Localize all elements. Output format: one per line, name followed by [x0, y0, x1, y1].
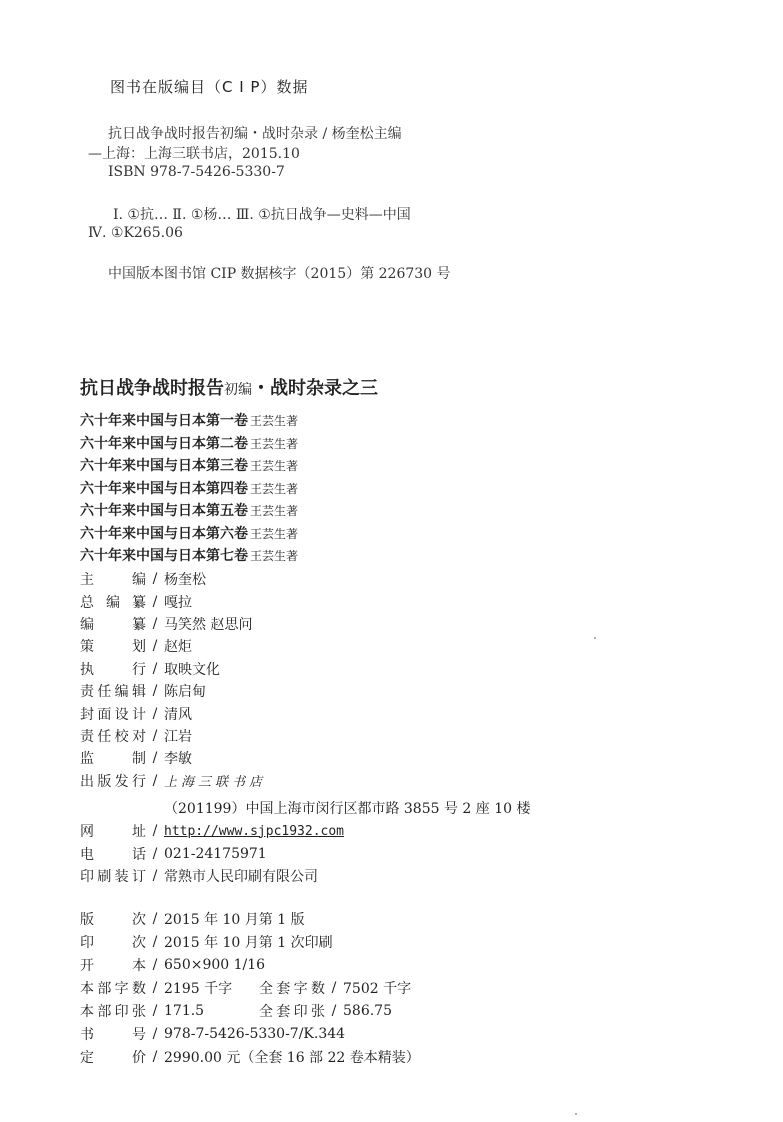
pub-value: 2015 年 10 月第 1 次印刷	[164, 934, 333, 951]
separator: /	[331, 979, 337, 996]
label-char: 印	[293, 1003, 308, 1020]
label-char: 校	[114, 728, 129, 745]
publisher-address: （201199）中国上海市闵行区都市路 3855 号 2 座 10 楼	[164, 801, 531, 817]
cip-record-number: 中国版本图书馆 CIP 数据核字（2015）第 226730 号	[108, 266, 451, 282]
label-char: 话	[132, 846, 146, 863]
pub-value: 2015 年 10 月第 1 版	[164, 911, 305, 928]
label-char: 电	[80, 846, 94, 863]
credit-value: 赵炬	[164, 639, 192, 656]
label-char: 监	[80, 751, 94, 768]
label-char: 编	[80, 616, 94, 633]
separator: /	[152, 571, 158, 588]
separator: /	[152, 593, 158, 610]
pub-value: 978-7-5426-5330-7/K.344	[164, 1025, 346, 1042]
pub-label	[80, 1024, 146, 1044]
label-char: 次	[132, 934, 146, 951]
separator: /	[152, 845, 158, 862]
label-char: 价	[132, 1049, 146, 1066]
scan-speck	[575, 1113, 577, 1115]
pub-row	[80, 953, 420, 976]
volume-author: 王芸生著	[250, 481, 299, 496]
separator: /	[152, 615, 158, 632]
volume-item	[80, 500, 298, 523]
label-char: 部	[97, 1003, 112, 1020]
printer-name: 常熟市人民印刷有限公司	[164, 868, 318, 885]
label-char: 套	[276, 980, 291, 997]
pub-row	[80, 999, 420, 1022]
cip-book-line: 抗日战争战时报告初编・战时杂录 / 杨奎松主编	[108, 126, 402, 142]
credit-label	[80, 614, 146, 634]
label-char: 主	[80, 572, 94, 589]
contact-label	[80, 844, 146, 864]
credit-label	[80, 659, 146, 679]
volume-author: 王芸生著	[250, 526, 299, 541]
volume-item	[80, 433, 298, 456]
pub-label-2	[259, 1001, 325, 1021]
volume-author: 王芸生著	[250, 504, 299, 518]
label-char: 印	[80, 934, 94, 951]
label-char: 本	[80, 980, 94, 997]
credit-value: 马笑然 赵思问	[164, 616, 253, 633]
contact-list	[80, 820, 344, 887]
label-char: 订	[131, 868, 146, 885]
credit-row	[80, 680, 266, 702]
publisher-logo-text: 上海三联书店	[164, 775, 267, 791]
volume-author: 王芸生著	[250, 459, 299, 473]
label-char: 址	[132, 824, 146, 841]
label-char: 设	[114, 706, 129, 723]
label-char: 纂	[132, 594, 146, 611]
label-char: 责	[80, 684, 94, 701]
credit-label	[80, 569, 146, 589]
volume-item	[80, 455, 298, 478]
credit-value: 取映文化	[164, 661, 220, 678]
contact-row	[80, 842, 344, 864]
label-char: 划	[132, 639, 146, 656]
label-char: 字	[293, 980, 308, 997]
label-char: 开	[80, 957, 94, 974]
series-title	[80, 374, 378, 400]
credit-row	[80, 635, 266, 657]
cip-isbn: ISBN 978-7-5426-5330-7	[108, 164, 285, 180]
credit-value: 杨奎松	[164, 572, 206, 589]
label-char: 定	[80, 1049, 94, 1066]
volume-author: 王芸生著	[250, 549, 299, 563]
separator: /	[152, 1048, 158, 1065]
volume-title: 六十年来中国与日本第七卷	[80, 548, 248, 564]
separator: /	[152, 727, 158, 744]
label-char: 套	[276, 1003, 291, 1020]
credit-row	[80, 702, 266, 724]
credit-value: 嘎拉	[164, 594, 192, 611]
label-char: 封	[80, 706, 94, 723]
label-char: 版	[80, 911, 94, 928]
label-char: 号	[132, 1026, 146, 1043]
pub-value-2: 586.75	[343, 1002, 392, 1019]
volume-title: 六十年来中国与日本第五卷	[80, 503, 248, 519]
series-title-rest: ・战时杂录之三	[252, 378, 378, 399]
separator: /	[152, 1002, 158, 1019]
label-char: 出	[80, 773, 94, 790]
pub-row	[80, 930, 420, 953]
volume-item	[80, 478, 298, 501]
volume-item	[80, 545, 298, 568]
credit-row	[80, 590, 266, 612]
label-char: 计	[131, 706, 146, 723]
separator: /	[152, 956, 158, 973]
pub-label	[80, 932, 146, 952]
separator: /	[152, 867, 158, 884]
separator: /	[152, 933, 158, 950]
label-char: 次	[132, 911, 146, 928]
credit-label	[80, 771, 146, 791]
contact-row	[80, 865, 344, 887]
pub-value: 650×900 1/16	[164, 956, 266, 973]
credit-value: 清风	[164, 706, 192, 723]
separator: /	[152, 660, 158, 677]
pub-row	[80, 976, 420, 999]
pub-label	[80, 1001, 146, 1021]
label-char: 数	[310, 980, 325, 997]
pub-value: 2990.00 元（全套 16 部 22 卷本精装）	[164, 1049, 420, 1066]
credit-label	[80, 681, 146, 701]
label-char: 任	[97, 728, 112, 745]
label-char: 总	[80, 594, 94, 611]
label-char: 版	[97, 773, 112, 790]
label-char: 数	[131, 980, 146, 997]
credit-row	[80, 658, 266, 680]
credit-row	[80, 747, 266, 769]
label-char: 发	[114, 773, 129, 790]
label-char: 行	[131, 773, 146, 790]
contact-label	[80, 866, 146, 886]
volume-title: 六十年来中国与日本第三卷	[80, 458, 248, 474]
cip-classification-code: Ⅳ. ①K265.06	[88, 225, 183, 241]
publication-info	[80, 907, 420, 1068]
credit-label	[80, 726, 146, 746]
volume-item	[80, 410, 298, 433]
label-char: 全	[259, 980, 273, 997]
label-char: 书	[80, 1026, 94, 1043]
credit-value: 李敏	[164, 751, 192, 768]
series-title-main: 抗日战争战时报告	[80, 378, 224, 399]
label-char: 制	[132, 751, 146, 768]
label-char: 本	[80, 1003, 94, 1020]
label-char: 编	[114, 684, 129, 701]
label-char: 责	[80, 728, 94, 745]
label-char: 网	[80, 824, 94, 841]
pub-row	[80, 1045, 420, 1068]
cip-title: 图书在版编目（C I P）数据	[110, 78, 309, 96]
separator: /	[152, 1025, 158, 1042]
pub-row	[80, 1022, 420, 1045]
label-char: 面	[97, 706, 112, 723]
label-char: 印	[80, 868, 94, 885]
label-char: 编	[132, 572, 146, 589]
volume-title: 六十年来中国与日本第六卷	[80, 525, 248, 542]
credit-row	[80, 725, 266, 747]
separator: /	[331, 1002, 337, 1019]
label-char: 全	[259, 1003, 273, 1020]
separator: /	[152, 683, 158, 700]
credit-row	[80, 568, 266, 590]
label-char: 印	[114, 1003, 129, 1020]
pub-label-2	[259, 978, 325, 998]
credit-value: 江岩	[164, 728, 192, 745]
pub-row	[80, 907, 420, 930]
pub-label	[80, 955, 146, 975]
label-char: 本	[132, 957, 146, 974]
credit-label	[80, 748, 146, 768]
credit-value: 陈启甸	[164, 684, 206, 701]
volume-title: 六十年来中国与日本第一卷	[80, 413, 248, 429]
separator: /	[152, 979, 158, 996]
credits-list	[80, 568, 266, 792]
volume-title: 六十年来中国与日本第四卷	[80, 480, 248, 497]
separator: /	[152, 772, 158, 789]
credit-label	[80, 636, 146, 656]
credit-label	[80, 704, 146, 724]
volume-item	[80, 523, 298, 546]
label-char: 装	[114, 868, 129, 885]
label-char: 策	[80, 639, 94, 656]
pub-value: 171.5	[164, 1002, 205, 1019]
pub-label	[80, 909, 146, 929]
label-char: 对	[131, 728, 146, 745]
label-char: 部	[97, 980, 112, 997]
pub-value: 2195 千字	[164, 980, 233, 997]
separator: /	[152, 638, 158, 655]
series-title-sub: 初编	[224, 382, 252, 398]
credit-row	[80, 613, 266, 635]
label-char: 纂	[132, 616, 146, 633]
label-char: 张	[131, 1003, 146, 1020]
cip-publisher-line: —上海：上海三联书店，2015.10	[88, 146, 300, 162]
phone-number: 021-24175971	[164, 845, 267, 862]
separator: /	[152, 823, 158, 840]
credit-row	[80, 770, 266, 792]
label-char: 辑	[131, 684, 146, 701]
volume-author: 王芸生著	[250, 436, 299, 451]
pub-label	[80, 1047, 146, 1067]
label-char: 执	[80, 661, 94, 678]
pub-value-2: 7502 千字	[343, 980, 412, 997]
label-char: 刷	[97, 868, 112, 885]
credit-label	[80, 592, 146, 612]
website-link[interactable]: http://www.sjpc1932.com	[164, 823, 345, 839]
separator: /	[152, 910, 158, 927]
contact-row	[80, 820, 344, 842]
volume-list	[80, 410, 298, 568]
scan-speck	[594, 637, 596, 639]
volume-author: 王芸生著	[250, 414, 299, 428]
cip-classification: Ⅰ. ①抗… Ⅱ. ①杨… Ⅲ. ①抗日战争—史料—中国	[113, 207, 411, 223]
volume-title: 六十年来中国与日本第二卷	[80, 435, 248, 452]
label-char: 编	[106, 594, 120, 611]
pub-label	[80, 978, 146, 998]
separator: /	[152, 705, 158, 722]
label-char: 任	[97, 684, 112, 701]
separator: /	[152, 750, 158, 767]
label-char: 行	[132, 661, 146, 678]
contact-label	[80, 821, 146, 841]
label-char: 张	[310, 1003, 325, 1020]
label-char: 字	[114, 980, 129, 997]
